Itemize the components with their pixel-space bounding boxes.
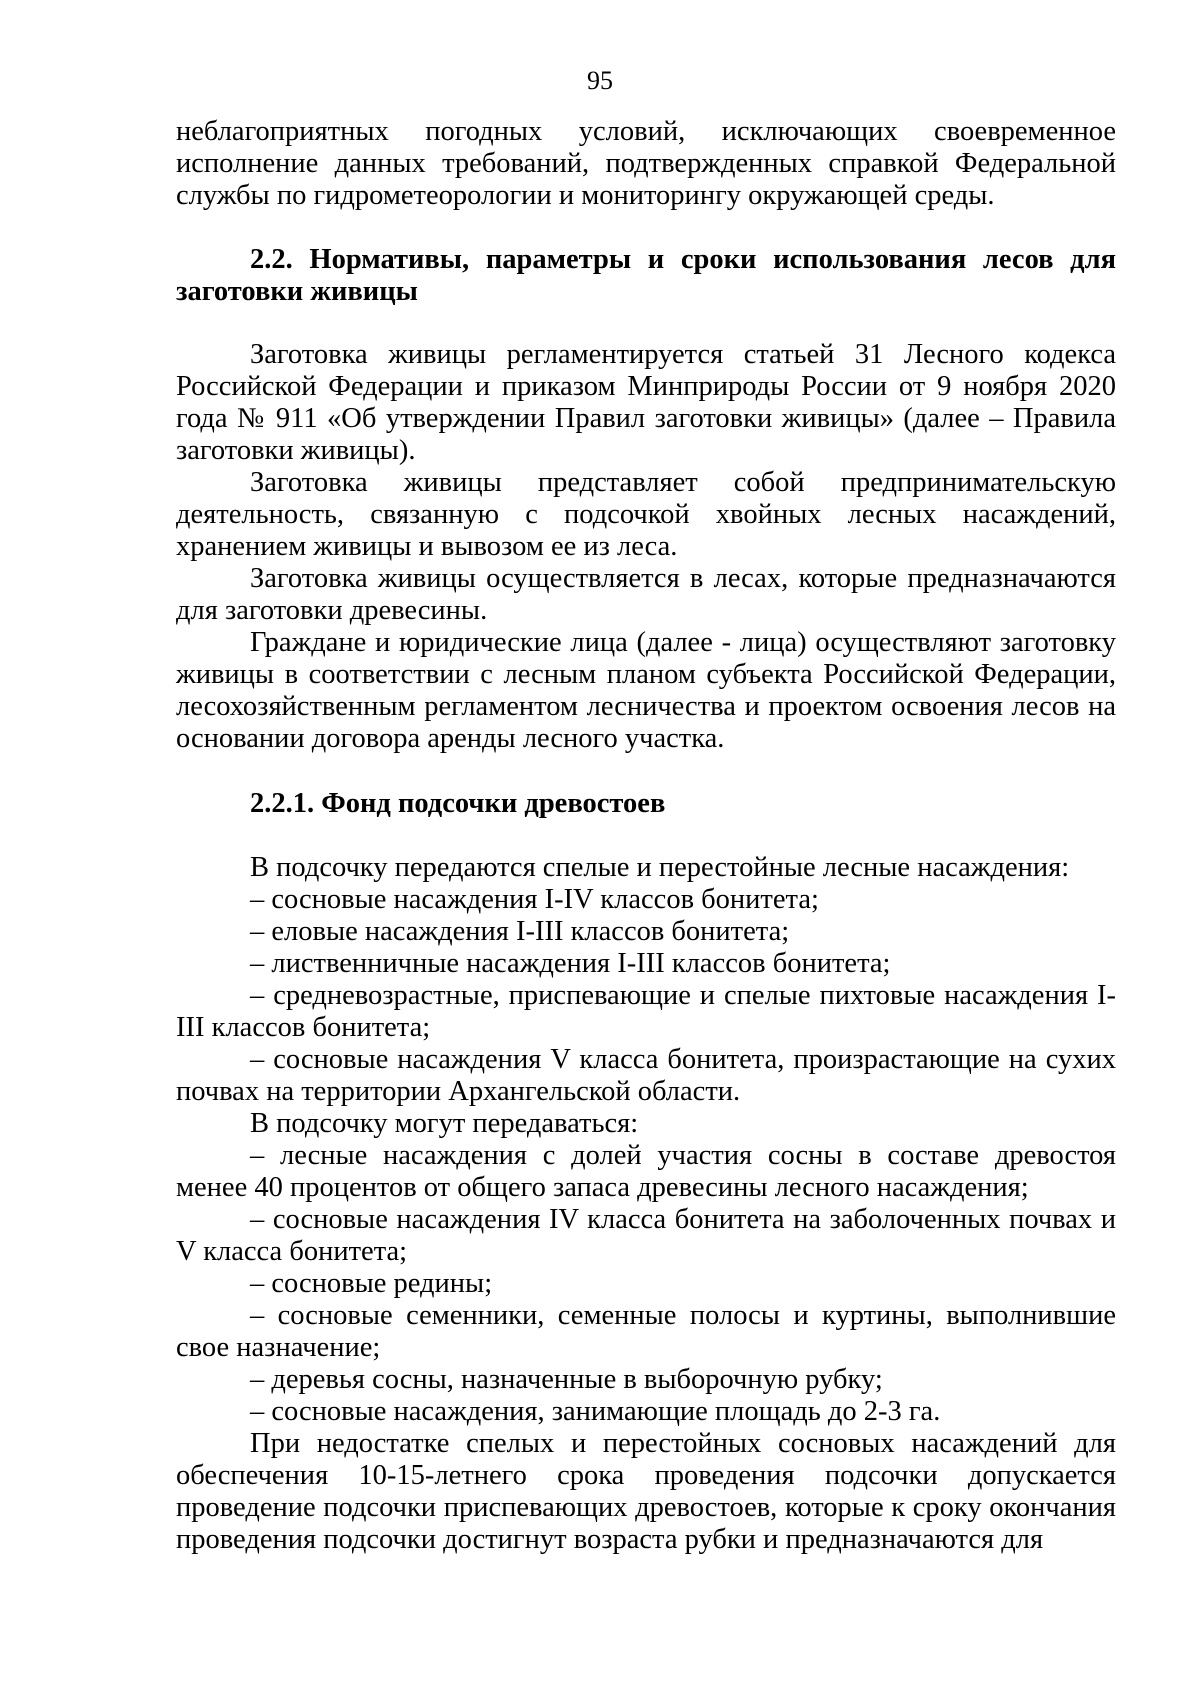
list-intro: В подсочку могут передаваться: [250, 1108, 639, 1139]
list-item: – сосновые насаждения, занимающие площадь до 2-3 га. [250, 1396, 941, 1427]
list-item: – средневозрастные, приспевающие и спелые пихтовые насаждения I-III классов бонитета; [176, 980, 1116, 1043]
list-item: – сосновые насаждения I-IV классов бонитета; [250, 884, 819, 915]
paragraph: Граждане и юридические лица (далее - лица) осуществляют заготовку живицы в соответствии с лесным планом субъекта Российской Федерации, лесохозяйственным регламентом лесничества и проектом освоения лесов на основании договора аренды лесного участка. [176, 627, 1116, 754]
paragraph: Заготовка живицы регламентируется статьей 31 Лесного кодекса Российской Федерации и приказом Минприроды России от 9 ноября 2020 года № 911 «Об утверждении Правил заготовки живицы» (далее – Правила заготовки живицы). [176, 339, 1116, 466]
list-item: – сосновые редины; [250, 1268, 493, 1299]
list-item: – еловые насаждения I-III классов бонитета; [250, 916, 790, 947]
list-item: – деревья сосны, назначенные в выборочную рубку; [250, 1364, 883, 1395]
document-body [176, 116, 1116, 1556]
paragraph: При недостатке спелых и перестойных сосновых насаждений для обеспечения 10-15-летнего срока проведения подсочки допускается проведение подсочки приспевающих древостоев, которые к сроку окончания проведения подсочки достигнут возраста рубки и предназначаются для [176, 1428, 1116, 1555]
paragraph: Заготовка живицы представляет собой предпринимательскую деятельность, связанную с подсочкой хвойных лесных насаждений, хранением живицы и вывозом ее из леса. [176, 467, 1116, 562]
list-item: – сосновые насаждения V класса бонитета, произрастающие на сухих почвах на территории Архангельской области. [176, 1044, 1116, 1107]
section-heading-2-2-1: 2.2.1. Фонд подсочки древостоев [250, 788, 666, 819]
list-item: – лесные насаждения с долей участия сосны в составе древостоя менее 40 процентов от общего запаса древесины лесного насаждения; [176, 1140, 1116, 1203]
list-intro: В подсочку передаются спелые и перестойные лесные насаждения: [250, 852, 1070, 883]
page-number: 95 [587, 66, 613, 95]
section-heading-2-2: 2.2. Нормативы, параметры и сроки использования лесов для заготовки живицы [176, 244, 1116, 307]
paragraph: Заготовка живицы осуществляется в лесах, которые предназначаются для заготовки древесины. [176, 563, 1116, 626]
list-item: – сосновые насаждения IV класса бонитета на заболоченных почвах и V класса бонитета; [176, 1204, 1116, 1267]
intro-paragraph: неблагоприятных погодных условий, исключающих своевременное исполнение данных требований, подтвержденных справкой Федеральной службы по гидрометеорологии и мониторингу окружающей среды. [176, 116, 1116, 211]
list-item: – лиственничные насаждения I-III классов бонитета; [250, 948, 891, 979]
list-item: – сосновые семенники, семенные полосы и куртины, выполнившие свое назначение; [176, 1300, 1116, 1363]
